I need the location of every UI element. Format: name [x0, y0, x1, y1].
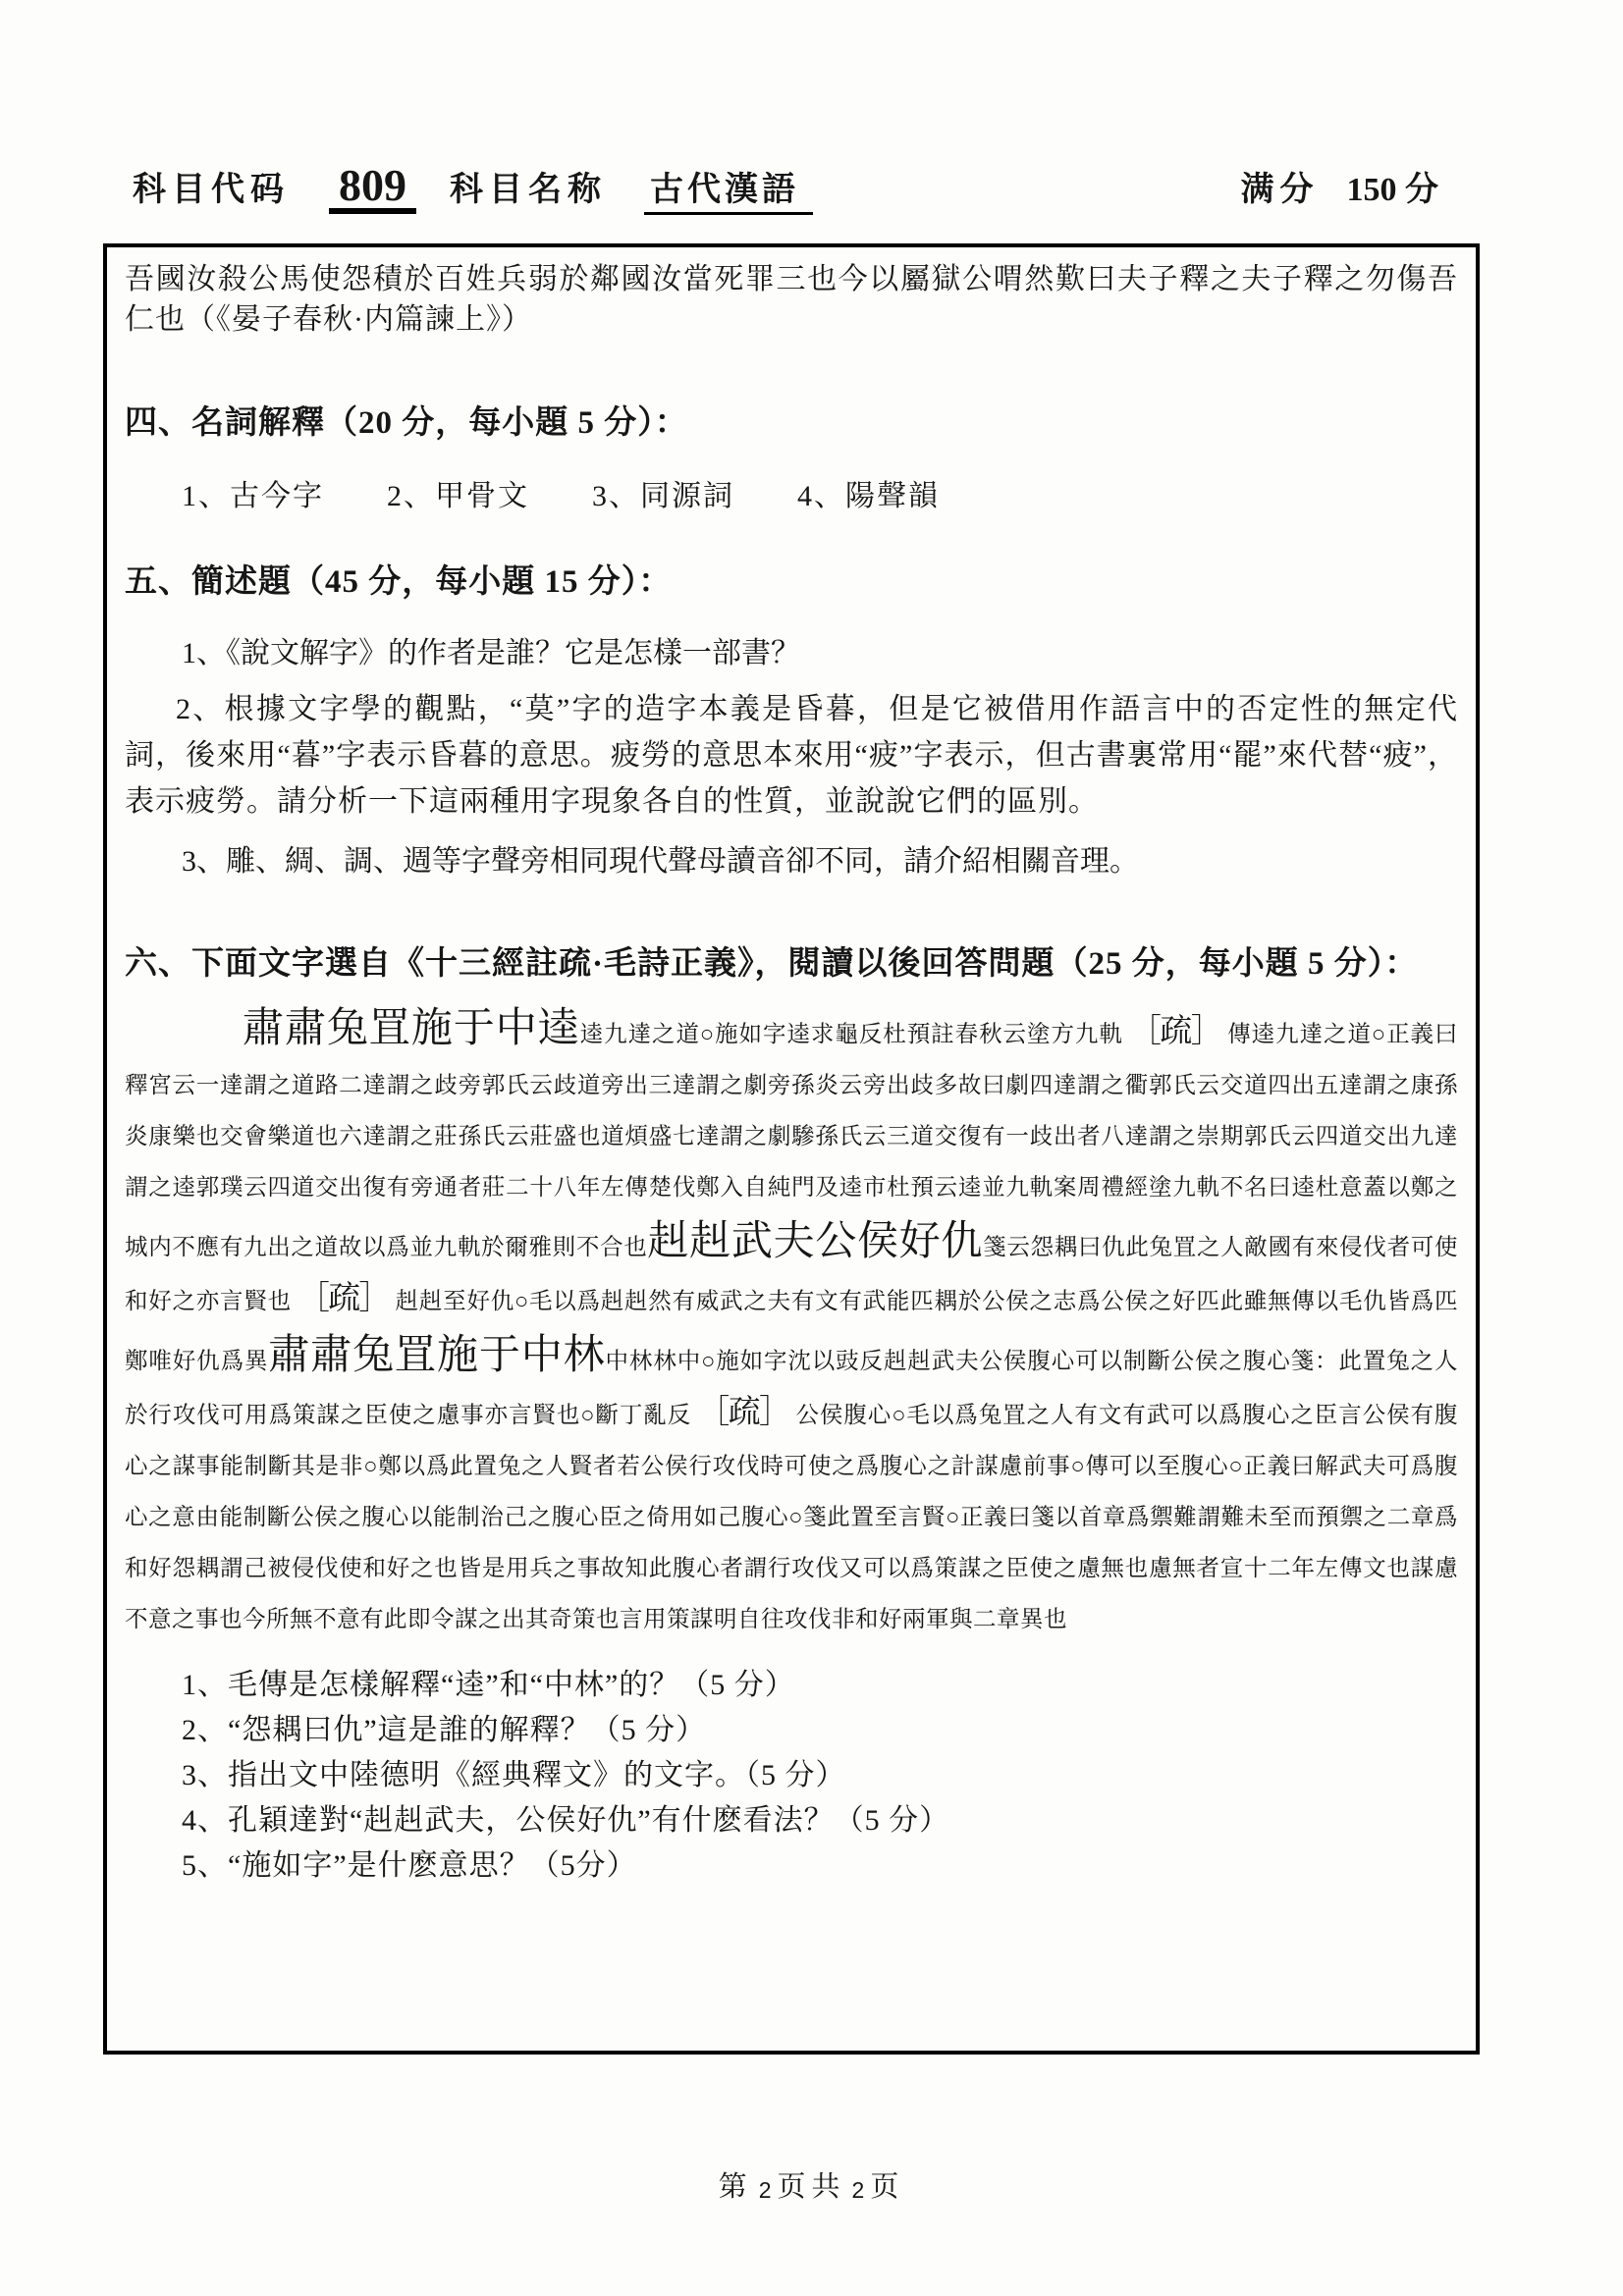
question-2: 2、“怨耦曰仇”這是誰的解釋？（5 分） — [182, 1714, 707, 1746]
question-5: 5、“施如字”是什麽意思？（5分） — [182, 1849, 637, 1882]
section-five-item-1: 1、《說文解字》的作者是誰？它是怎樣一部書？ — [182, 637, 800, 669]
shu-marker: ［疏］ — [697, 1395, 790, 1430]
total-page-number: 2 — [851, 2177, 865, 2203]
section-six-questions — [125, 1663, 1458, 1889]
shu-marker: ［疏］ — [297, 1281, 390, 1316]
full-score-value: 150 分 — [1346, 172, 1438, 208]
section-six-heading: 六、下面文字選自《十三經註疏·毛詩正義》，閱讀以後回答問題（25 分，每小題 5 分）： — [125, 946, 1419, 982]
question-3: 3、指出文中陸德明《經典釋文》的文字。（5 分） — [182, 1759, 846, 1791]
footer-label-ye1: 页 — [777, 2171, 812, 2203]
passage-verse-zhonglin: 肅肅兔罝施于中林 — [268, 1333, 606, 1378]
passage-note: 箋云怨耦曰仇此兔罝之人敵國有來侵伐者可使和好之亦言賢也 — [125, 1235, 1458, 1314]
section-four-heading: 四、名詞解釋（20 分，每小題 5 分）： — [125, 405, 688, 441]
question-4: 4、孔穎達對“赳赳武夫，公侯好仇”有什麽看法？（5 分） — [182, 1804, 950, 1837]
paper-header — [133, 162, 1438, 215]
classical-passage — [125, 1000, 1458, 1645]
subject-code-label: 科目代码 — [133, 172, 290, 208]
passage-note: 中林林中○施如字沈以豉反赳赳武夫公侯腹心可以制斷公侯之腹心箋：此置兔之人於行攻伐可用爲策謀之臣使之慮事亦言賢也○斷丁亂反 — [125, 1349, 1458, 1428]
section-four-terms: 1、古今字 2、甲骨文 3、同源詞 4、陽聲韻 — [182, 480, 940, 512]
shu-marker: ［疏］ — [1128, 1014, 1222, 1049]
subject-name-value: 古代漢語 — [644, 162, 813, 215]
footer-label-ye2: 页 — [870, 2171, 905, 2203]
passage-verse-zhongkui: 肅肅兔罝施于中逵 — [243, 1006, 580, 1051]
footer-label-di: 第 — [718, 2171, 753, 2203]
current-page-number: 2 — [758, 2177, 772, 2203]
passage-commentary: 傳逵九達之道○正義曰釋宮云一達謂之道路二達謂之歧旁郭氏云歧道旁出三達謂之劇旁孫炎云旁出歧多故曰劇四達謂之衢郭氏云交道四出五達謂之康孫炎康樂也交會樂道也六達謂之莊孫氏云莊盛也道煩盛七達謂之劇驂孫氏云三道交復有一歧出者八達謂之崇期郭氏云四道交出九達謂之逵郭璞云四道交出復有旁通者莊二十八年左傳楚伐鄭入自純門及逵市杜預云逵並九軌案周禮經塗九軌不名曰逵杜意蓋以鄭之城内不應有九出之道故以爲並九軌於爾雅則不合也 — [125, 1022, 1458, 1260]
section-five-item-3: 3、雕、綢、調、週等字聲旁相同現代聲母讀音卻不同，請介紹相關音理。 — [182, 845, 1139, 878]
subject-name-label: 科目名称 — [450, 172, 607, 208]
full-score-group — [1241, 162, 1439, 210]
full-score-label: 满分 — [1240, 172, 1320, 208]
footer-label-gong: 共 — [811, 2171, 846, 2203]
continuation-paragraph: 吾國汝殺公馬使怨積於百姓兵弱於鄰國汝當死罪三也今以屬獄公喟然歎曰夫子釋之夫子釋之勿傷吾仁也（《晏子春秋·内篇諫上》） — [125, 263, 1458, 336]
page-footer — [0, 2164, 1623, 2205]
subject-code-value: 809 — [329, 163, 416, 214]
passage-verse-haoqiu: 赳赳武夫公侯好仇 — [647, 1219, 984, 1264]
passage-commentary: 赳赳至好仇○毛以爲赳赳然有威武之夫有文有武能匹耦於公侯之志爲公侯之好匹此雖無傳以毛仇皆爲匹鄭唯好仇爲異 — [125, 1289, 1458, 1374]
passage-commentary: 公侯腹心○毛以爲兔罝之人有文有武可以爲腹心之臣言公侯有腹心之謀事能制斷其是非○鄭以爲此置兔之人賢者若公侯行攻伐時可使之爲腹心之計謀慮前事○傳可以至腹心○正義曰解武夫可爲腹心之意由能制斷公侯之腹心以能制治己之腹心臣之倚用如己腹心○箋此置至言賢○正義曰箋以首章爲禦難謂難未至而預禦之二章爲和好怨耦謂己被侵伐使和好之也皆是用兵之事故知此腹心者謂行攻伐又可以爲策謀之臣使之慮無也慮無者宣十二年左傳文也謀慮不意之事也今所無不意有此即令謀之出其奇策也言用策謀明自往攻伐非和好兩軍與二章異也 — [125, 1403, 1458, 1632]
exam-content-box — [103, 243, 1480, 2055]
question-1: 1、毛傳是怎樣解釋“逵”和“中林”的？（5 分） — [182, 1669, 795, 1701]
passage-note: 逵九達之道○施如字逵求龜反杜預註春秋云塗方九軌 — [579, 1022, 1123, 1047]
section-five-item-2: 2、根據文字學的觀點，“莫”字的造字本義是昏暮，但是它被借用作語言中的否定性的無定代詞，後來用“暮”字表示昏暮的意思。疲勞的意思本來用“疲”字表示，但古書裏常用“罷”來代替“疲”，表示疲勞。請分析一下這兩種用字現象各自的性質，並說說它們的區別。 — [125, 693, 1458, 818]
section-five-heading: 五、簡述題（45 分，每小題 15 分）： — [125, 564, 673, 600]
